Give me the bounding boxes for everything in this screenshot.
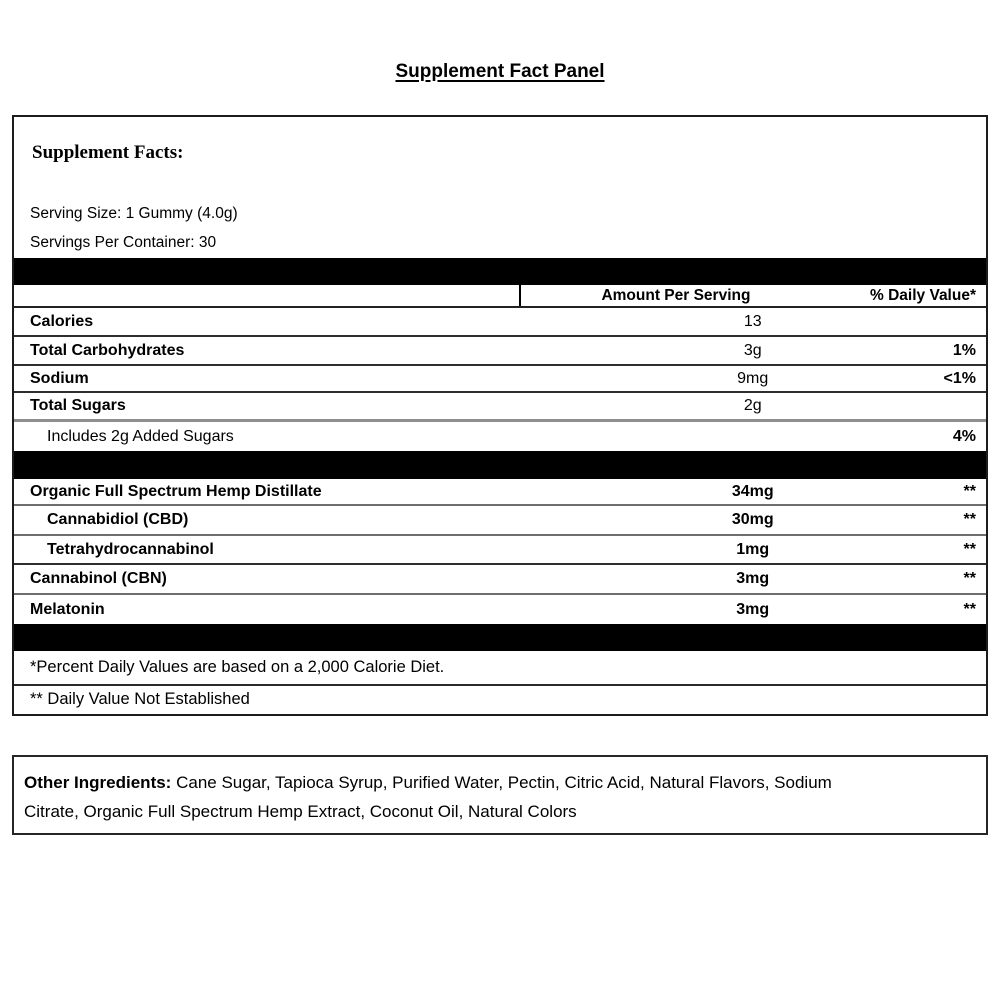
nutrient-daily-value: 4% bbox=[952, 427, 976, 445]
active-ingredient-row bbox=[14, 565, 986, 595]
page-title: Supplement Fact Panel bbox=[395, 61, 605, 82]
nutrient-row bbox=[14, 308, 986, 337]
daily-value-header: % Daily Value* bbox=[870, 287, 976, 304]
other-ingredients-text-1: Cane Sugar, Tapioca Syrup, Purified Water, Pectin, Citric Acid, Natural Flavors, Sodium bbox=[171, 773, 832, 792]
nutrient-amount: 9mg bbox=[737, 369, 769, 387]
other-ingredients-line-2: Citrate, Organic Full Spectrum Hemp Extract, Coconut Oil, Natural Colors bbox=[24, 802, 577, 821]
supplement-facts-panel bbox=[12, 115, 988, 716]
active-amount: 3mg bbox=[736, 570, 770, 587]
active-daily-value: ** bbox=[963, 540, 976, 558]
serving-size-text: Serving Size: 1 Gummy (4.0g) bbox=[30, 205, 238, 222]
active-amount: 30mg bbox=[731, 511, 774, 528]
amount-per-serving-header: Amount Per Serving bbox=[519, 285, 830, 306]
active-daily-value: ** bbox=[963, 482, 976, 500]
active-ingredient-row bbox=[14, 506, 986, 536]
nutrient-label: Total Sugars bbox=[30, 397, 126, 414]
active-amount: 34mg bbox=[731, 482, 774, 500]
nutrient-amount: 13 bbox=[743, 312, 762, 330]
nutrient-row bbox=[14, 422, 986, 451]
active-label: Tetrahydrocannabinol bbox=[47, 540, 214, 558]
nutrient-label: Calories bbox=[30, 312, 94, 330]
active-label: Melatonin bbox=[30, 600, 105, 618]
daily-value-not-established-footnote: ** Daily Value Not Established bbox=[30, 690, 250, 708]
active-ingredient-row bbox=[14, 595, 986, 624]
nutrient-label: Total Carbohydrates bbox=[30, 341, 185, 359]
divider-bar bbox=[14, 258, 986, 285]
active-label: Organic Full Spectrum Hemp Distillate bbox=[30, 482, 322, 500]
divider-bar bbox=[14, 451, 986, 479]
nutrient-label: Includes 2g Added Sugars bbox=[47, 427, 234, 445]
nutrient-amount: 2g bbox=[743, 397, 762, 414]
active-label: Cannabinol (CBN) bbox=[30, 570, 167, 587]
column-header-row bbox=[14, 285, 986, 308]
nutrient-label: Sodium bbox=[30, 369, 89, 387]
percent-daily-value-footnote: *Percent Daily Values are based on a 2,000 Calorie Diet. bbox=[14, 651, 986, 686]
active-amount: 3mg bbox=[736, 600, 770, 618]
divider-bar bbox=[14, 624, 986, 651]
other-ingredients-box bbox=[12, 755, 988, 835]
active-amount: 1mg bbox=[736, 540, 770, 558]
nutrient-daily-value: 1% bbox=[952, 341, 976, 359]
servings-per-container-text: Servings Per Container: 30 bbox=[30, 234, 217, 251]
nutrient-row bbox=[14, 337, 986, 366]
active-ingredient-row bbox=[14, 536, 986, 565]
active-daily-value: ** bbox=[963, 570, 976, 587]
nutrient-row bbox=[14, 366, 986, 393]
other-ingredients-line-1 bbox=[24, 768, 976, 797]
active-daily-value: ** bbox=[963, 600, 976, 618]
nutrient-amount: 3g bbox=[743, 341, 762, 359]
other-ingredients-label: Other Ingredients: bbox=[24, 773, 172, 792]
active-label: Cannabidiol (CBD) bbox=[47, 511, 189, 528]
panel-header-section bbox=[14, 117, 986, 258]
nutrient-daily-value: <1% bbox=[943, 369, 976, 387]
supplement-facts-heading: Supplement Facts: bbox=[32, 142, 184, 163]
active-daily-value: ** bbox=[963, 511, 976, 528]
active-ingredient-row bbox=[14, 479, 986, 506]
nutrient-row bbox=[14, 393, 986, 422]
